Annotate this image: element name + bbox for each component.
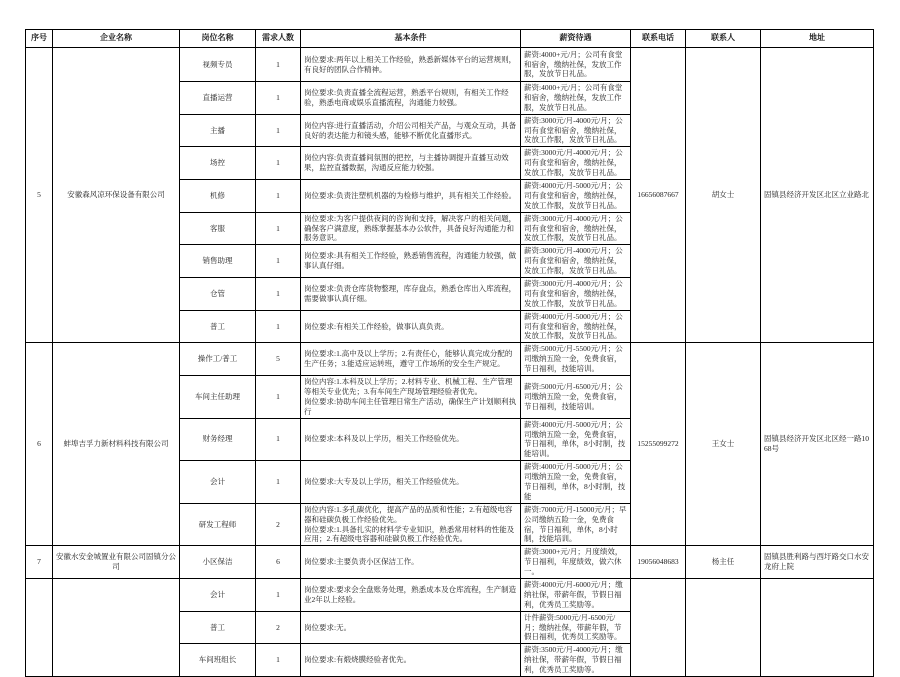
table-row — [26, 578, 874, 611]
salary-cell: 薪资:4000+元/月；公司有食堂和宿舍，缴纳社保，发放工作服，发放节日礼品。 — [521, 82, 631, 115]
position-cell: 直播运营 — [180, 82, 256, 115]
count-cell: 1 — [256, 376, 301, 419]
salary-cell: 薪资:5000元/月-6500元/月；公司缴纳五险一金，免费食宿，节日福利，技能培训。 — [521, 376, 631, 419]
salary-cell: 薪资:4000+元/月；公司有食堂和宿舍，缴纳社保，发放工作服，发放节日礼品。 — [521, 48, 631, 82]
condition-cell: 岗位要求:有相关工作经验，做事认真负责。 — [301, 310, 521, 343]
company-cell — [53, 578, 180, 676]
table-row — [26, 343, 874, 376]
job-table — [25, 29, 874, 677]
salary-cell: 薪资:3000元/月-4000元/月；公司有食堂和宿舍，缴纳社保，发放工作服，发放节日礼品。 — [521, 212, 631, 245]
position-cell: 研发工程师 — [180, 503, 256, 546]
condition-cell: 岗位内容:1.多孔碳优化，提高产品的品质和性能；2.有超级电容器和硅碳负极工作经验优先。 岗位要求:1.具备扎实的材料学专业知识，熟悉常用材料的性能及应用；2.有超级电容器和硅碳负极工作经验优先。 — [301, 503, 521, 546]
salary-cell: 薪资:3000元/月-4000元/月；公司有食堂和宿舍，缴纳社保，发放工作服，发放节日礼品。 — [521, 147, 631, 180]
count-cell: 5 — [256, 343, 301, 376]
position-cell: 视频专员 — [180, 48, 256, 82]
condition-cell: 岗位内容:负责直播间氛围的把控，与主播协调提升直播互动效果，监控直播数据，沟通反应能力较强。 — [301, 147, 521, 180]
condition-cell: 岗位要求:主要负责小区保洁工作。 — [301, 546, 521, 579]
salary-cell: 薪资:4000元/月-5000元/月；公司有食堂和宿舍，缴纳社保，发放工作服，发放节日礼品。 — [521, 310, 631, 343]
count-cell: 1 — [256, 245, 301, 278]
condition-cell: 岗位要求:大专及以上学历，相关工作经验优先。 — [301, 461, 521, 504]
salary-cell: 薪资:3000+元/月；月度绩效，节日福利，年度绩效，做六休一。 — [521, 546, 631, 579]
condition-cell: 岗位要求:有煅烧膜经验者优先。 — [301, 644, 521, 677]
condition-cell: 岗位内容:进行直播活动，介绍公司相关产品，与观众互动，具备良好的表达能力和镜头感，能够不断优化直播形式。 — [301, 114, 521, 147]
contact-cell: 王女士 — [686, 343, 761, 546]
salary-cell: 薪资:4000元/月-5000元/月；公司缴纳五险一金，免费食宿，节日福利，单休，8小时制，技能培训。 — [521, 418, 631, 461]
count-cell: 1 — [256, 644, 301, 677]
position-cell: 会计 — [180, 578, 256, 611]
address-cell — [761, 578, 874, 676]
position-cell: 场控 — [180, 147, 256, 180]
salary-cell: 计件薪资:5000元/月-6500元/月；缴纳社保，带薪年假，节假日福利，优秀员工奖励等。 — [521, 611, 631, 644]
position-cell: 普工 — [180, 310, 256, 343]
count-cell: 2 — [256, 611, 301, 644]
condition-cell: 岗位要求:负责直播全流程运营，熟悉平台规则，有相关工作经验，熟悉电商或娱乐直播流程，沟通能力较强。 — [301, 82, 521, 115]
table-header-row — [26, 30, 874, 48]
count-cell: 1 — [256, 310, 301, 343]
contact-cell — [686, 578, 761, 676]
position-cell: 普工 — [180, 611, 256, 644]
position-cell: 会计 — [180, 461, 256, 504]
position-cell: 财务经理 — [180, 418, 256, 461]
phone-cell: 15255099272 — [631, 343, 686, 546]
address-cell: 固镇县经济开发区北区立业路北 — [761, 48, 874, 343]
position-cell: 客服 — [180, 212, 256, 245]
salary-cell: 薪资:4000元/月-5000元/月；公司有食堂和宿舍，缴纳社保，发放工作服，发放节日礼品。 — [521, 180, 631, 213]
company-cell: 蚌埠吉孚力新材料科技有限公司 — [53, 343, 180, 546]
header-condition: 基本条件 — [301, 30, 521, 48]
serial-cell: 7 — [26, 546, 53, 579]
salary-cell: 薪资:7000元/月-15000元/月；早公司缴纳五险一金，免费食宿，节日福利，单休，8小时制，技能培训。 — [521, 503, 631, 546]
count-cell: 1 — [256, 212, 301, 245]
position-cell: 主播 — [180, 114, 256, 147]
salary-cell: 薪资:4000元/月-5000元/月；公司缴纳五险一金，免费食宿，节日福利，单休，8小时制，技能 — [521, 461, 631, 504]
contact-cell: 杨主任 — [686, 546, 761, 579]
serial-cell: 6 — [26, 343, 53, 546]
company-cell: 安徽森风凉环保设备有限公司 — [53, 48, 180, 343]
count-cell: 1 — [256, 578, 301, 611]
count-cell: 2 — [256, 503, 301, 546]
header-contact: 联系人 — [686, 30, 761, 48]
header-salary: 薪资待遇 — [521, 30, 631, 48]
position-cell: 小区保洁 — [180, 546, 256, 579]
count-cell: 1 — [256, 418, 301, 461]
header-address: 地址 — [761, 30, 874, 48]
serial-cell: 5 — [26, 48, 53, 343]
salary-cell: 薪资:3500元/月-4000元/月；缴纳社保，带薪年假，节假日福利，优秀员工奖励等。 — [521, 644, 631, 677]
header-company: 企业名称 — [53, 30, 180, 48]
condition-cell: 岗位要求:两年以上相关工作经验，熟悉新媒体平台的运营规则，有良好的团队合作精神。 — [301, 48, 521, 82]
count-cell: 1 — [256, 461, 301, 504]
count-cell: 1 — [256, 278, 301, 311]
salary-cell: 薪资:3000元/月-4000元/月；公司有食堂和宿舍，缴纳社保，发放工作服，发放节日礼品。 — [521, 278, 631, 311]
count-cell: 1 — [256, 82, 301, 115]
condition-cell: 岗位要求:本科及以上学历，相关工作经验优先。 — [301, 418, 521, 461]
phone-cell: 19056048683 — [631, 546, 686, 579]
company-cell: 安徽水安金城置业有限公司固镇分公司 — [53, 546, 180, 579]
count-cell: 1 — [256, 114, 301, 147]
header-serial: 序号 — [26, 30, 53, 48]
salary-cell: 薪资:5000元/月-5500元/月；公司缴纳五险一金，免费食宿，节日福利，技能培训。 — [521, 343, 631, 376]
condition-cell: 岗位要求:无。 — [301, 611, 521, 644]
salary-cell: 薪资:3000元/月-4000元/月；公司有食堂和宿舍，缴纳社保，发放工作服，发放节日礼品。 — [521, 114, 631, 147]
condition-cell: 岗位要求:1.高中及以上学历；2.有责任心，能够认真完成分配的生产任务；3.能适应运转班，遵守工作场所的安全生产规定。 — [301, 343, 521, 376]
serial-cell — [26, 578, 53, 676]
position-cell: 销售助理 — [180, 245, 256, 278]
count-cell: 1 — [256, 48, 301, 82]
position-cell: 车间主任助理 — [180, 376, 256, 419]
table-row — [26, 48, 874, 82]
position-cell: 机修 — [180, 180, 256, 213]
position-cell: 车间班组长 — [180, 644, 256, 677]
header-count: 需求人数 — [256, 30, 301, 48]
position-cell: 仓管 — [180, 278, 256, 311]
contact-cell: 胡女士 — [686, 48, 761, 343]
condition-cell: 岗位要求:要求会全盘账务处理，熟悉成本及仓库流程，生产制造业2年以上经验。 — [301, 578, 521, 611]
condition-cell: 岗位要求:为客户提供夜间的咨询和支持，解决客户的相关问题，确保客户满意度，熟练掌握基本办公软件，具备良好沟通能力和服务意识。 — [301, 212, 521, 245]
count-cell: 1 — [256, 180, 301, 213]
condition-cell: 岗位要求:负责仓库货物整理，库存盘点，熟悉仓库出入库流程，需要做事认真仔细。 — [301, 278, 521, 311]
count-cell: 6 — [256, 546, 301, 579]
phone-cell — [631, 578, 686, 676]
phone-cell: 16656087667 — [631, 48, 686, 343]
address-cell: 固镇县经济开发区北区经一路1068号 — [761, 343, 874, 546]
salary-cell: 薪资:3000元/月-4000元/月；公司有食堂和宿舍，缴纳社保，发放工作服，发放节日礼品。 — [521, 245, 631, 278]
position-cell: 操作工/普工 — [180, 343, 256, 376]
condition-cell: 岗位要求:负责注塑机机器的为检修与维护，具有相关工作经验。 — [301, 180, 521, 213]
count-cell: 1 — [256, 147, 301, 180]
header-phone: 联系电话 — [631, 30, 686, 48]
condition-cell: 岗位内容:1.本科及以上学历；2.材料专业、机械工程、生产管理等相关专业优先；3.有车间生产现场管理经验者优先。 岗位要求:协助车间主任管理日常生产活动，确保生产计划顺利执行 — [301, 376, 521, 419]
address-cell: 固镇县胜利路与西圩路交口水安龙府上院 — [761, 546, 874, 579]
condition-cell: 岗位要求:具有相关工作经验，熟悉销售流程，沟通能力较强，做事认真仔细。 — [301, 245, 521, 278]
header-position: 岗位名称 — [180, 30, 256, 48]
table-row — [26, 546, 874, 579]
salary-cell: 薪资:4000元/月-6000元/月；缴纳社保，带薪年假，节假日福利，优秀员工奖励等。 — [521, 578, 631, 611]
